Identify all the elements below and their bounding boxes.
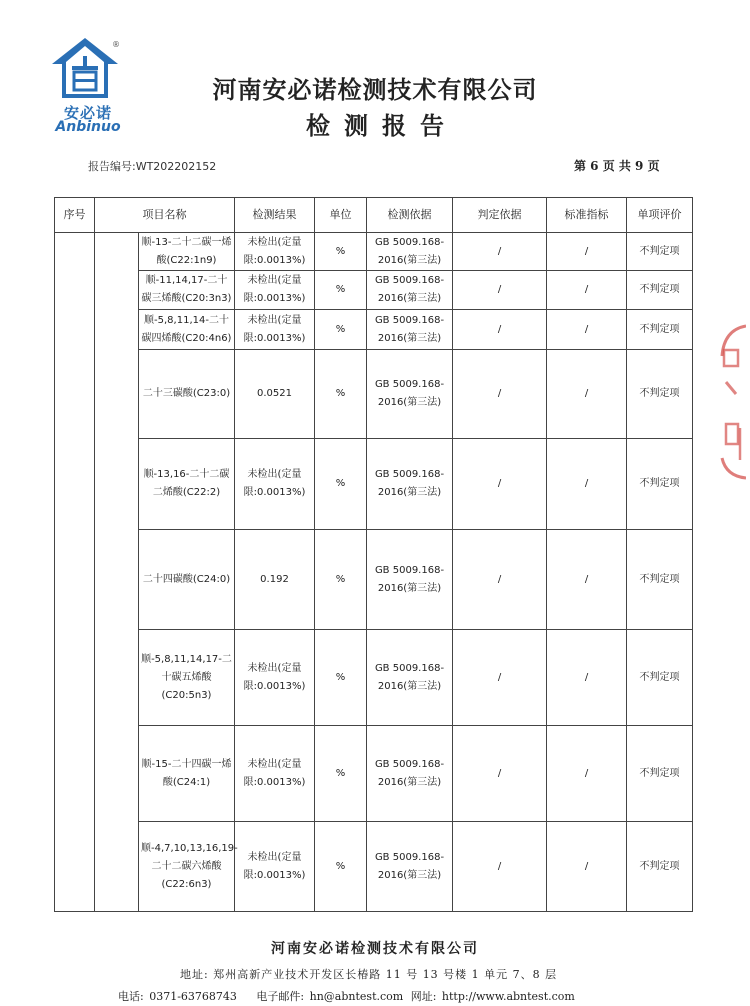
item-evaluation: 不判定项 [627, 439, 693, 530]
item-basis: / [453, 310, 547, 350]
item-evaluation: 不判定项 [627, 726, 693, 822]
item-name: 二十三碳酸(C23:0) [139, 350, 235, 439]
item-name: 顺-15-二十四碳一烯酸(C24:1) [139, 726, 235, 822]
item-result: 未检出(定量限:0.0013%) [235, 439, 315, 530]
website-link[interactable]: http://www.abntest.com [441, 990, 575, 1003]
item-result: 未检出(定量限:0.0013%) [235, 822, 315, 912]
item-basis: / [453, 350, 547, 439]
page-indicator: 第 6 页 共 9 页 [574, 159, 660, 173]
table-row [55, 350, 693, 439]
item-method: GB 5009.168-2016(第三法) [367, 726, 453, 822]
item-evaluation: 不判定项 [627, 530, 693, 630]
footer-company: 河南安必诺检测技术有限公司 [271, 941, 479, 957]
header-cell: 标准指标 [547, 198, 627, 233]
item-name: 顺-5,8,11,14-二十碳四烯酸(C20:4n6) [139, 310, 235, 350]
header-cell: 序号 [55, 198, 95, 233]
item-unit: % [315, 350, 367, 439]
item-method: GB 5009.168-2016(第三法) [367, 233, 453, 271]
table-row [55, 822, 693, 912]
website-label: 网址: [410, 990, 437, 1003]
item-name: 二十四碳酸(C24:0) [139, 530, 235, 630]
table-row [55, 271, 693, 310]
item-method: GB 5009.168-2016(第三法) [367, 630, 453, 726]
item-evaluation: 不判定项 [627, 822, 693, 912]
item-method: GB 5009.168-2016(第三法) [367, 271, 453, 310]
table-row [55, 233, 693, 271]
item-result: 未检出(定量限:0.0013%) [235, 233, 315, 271]
item-unit: % [315, 233, 367, 271]
logo-chinese-text: 安必诺 [63, 104, 112, 122]
item-unit: % [315, 630, 367, 726]
item-unit: % [315, 439, 367, 530]
item-unit: % [315, 271, 367, 310]
header-cell: 判定依据 [453, 198, 547, 233]
phone-label: 电话: [118, 990, 144, 1003]
item-result: 0.192 [235, 530, 315, 630]
item-name: 顺-5,8,11,14,17-二十碳五烯酸(C20:5n3) [139, 630, 235, 726]
item-evaluation: 不判定项 [627, 350, 693, 439]
seal-stamp-icon [716, 320, 746, 480]
item-standard: / [547, 350, 627, 439]
item-basis: / [453, 822, 547, 912]
header-cell: 单项评价 [627, 198, 693, 233]
item-standard: / [547, 822, 627, 912]
header-cell: 检测依据 [367, 198, 453, 233]
category-cell [95, 233, 139, 912]
item-unit: % [315, 822, 367, 912]
item-basis: / [453, 271, 547, 310]
item-result: 未检出(定量限:0.0013%) [235, 630, 315, 726]
item-evaluation: 不判定项 [627, 233, 693, 271]
footer-contact [118, 988, 577, 1004]
table-row [55, 310, 693, 350]
footer-address: 地址: 郑州高新产业技术开发区长椿路 11 号 13 号楼 1 单元 7、8 层 [180, 968, 558, 981]
serial-cell [55, 233, 95, 912]
item-basis: / [453, 630, 547, 726]
item-standard: / [547, 630, 627, 726]
registered-mark: ® [112, 40, 120, 49]
item-unit: % [315, 310, 367, 350]
item-name: 顺-13,16-二十二碳二烯酸(C22:2) [139, 439, 235, 530]
table-row [55, 630, 693, 726]
item-evaluation: 不判定项 [627, 271, 693, 310]
item-method: GB 5009.168-2016(第三法) [367, 310, 453, 350]
item-method: GB 5009.168-2016(第三法) [367, 350, 453, 439]
item-basis: / [453, 439, 547, 530]
results-table [54, 197, 693, 912]
phone-value: 0371-63768743 [149, 990, 237, 1003]
item-method: GB 5009.168-2016(第三法) [367, 530, 453, 630]
item-standard: / [547, 530, 627, 630]
item-basis: / [453, 233, 547, 271]
item-result: 0.0521 [235, 350, 315, 439]
item-result: 未检出(定量限:0.0013%) [235, 726, 315, 822]
item-standard: / [547, 726, 627, 822]
logo-english-text: Anbinuo [55, 119, 121, 135]
item-evaluation: 不判定项 [627, 630, 693, 726]
item-basis: / [453, 726, 547, 822]
item-unit: % [315, 726, 367, 822]
item-method: GB 5009.168-2016(第三法) [367, 439, 453, 530]
company-title: 河南安必诺检测技术有限公司 [212, 75, 538, 104]
table-row [55, 439, 693, 530]
header-cell: 检测结果 [235, 198, 315, 233]
item-standard: / [547, 233, 627, 271]
item-method: GB 5009.168-2016(第三法) [367, 822, 453, 912]
item-standard: / [547, 310, 627, 350]
table-header-row [55, 198, 693, 233]
table-row [55, 530, 693, 630]
item-basis: / [453, 530, 547, 630]
item-name: 顺-4,7,10,13,16,19-二十二碳六烯酸(C22:6n3) [139, 822, 235, 912]
report-title: 检测报告 [306, 111, 458, 140]
report-number: 报告编号:WT202202152 [88, 160, 217, 173]
email-value[interactable]: hn@abntest.com [309, 990, 404, 1003]
item-standard: / [547, 439, 627, 530]
item-name: 顺-11,14,17-二十碳三烯酸(C20:3n3) [139, 271, 235, 310]
email-label: 电子邮件: [256, 990, 305, 1003]
item-unit: % [315, 530, 367, 630]
item-evaluation: 不判定项 [627, 310, 693, 350]
item-result: 未检出(定量限:0.0013%) [235, 271, 315, 310]
header-cell: 单位 [315, 198, 367, 233]
table-row [55, 726, 693, 822]
header-cell: 项目名称 [95, 198, 235, 233]
item-name: 顺-13-二十二碳一烯酸(C22:1n9) [139, 233, 235, 271]
item-standard: / [547, 271, 627, 310]
item-result: 未检出(定量限:0.0013%) [235, 310, 315, 350]
